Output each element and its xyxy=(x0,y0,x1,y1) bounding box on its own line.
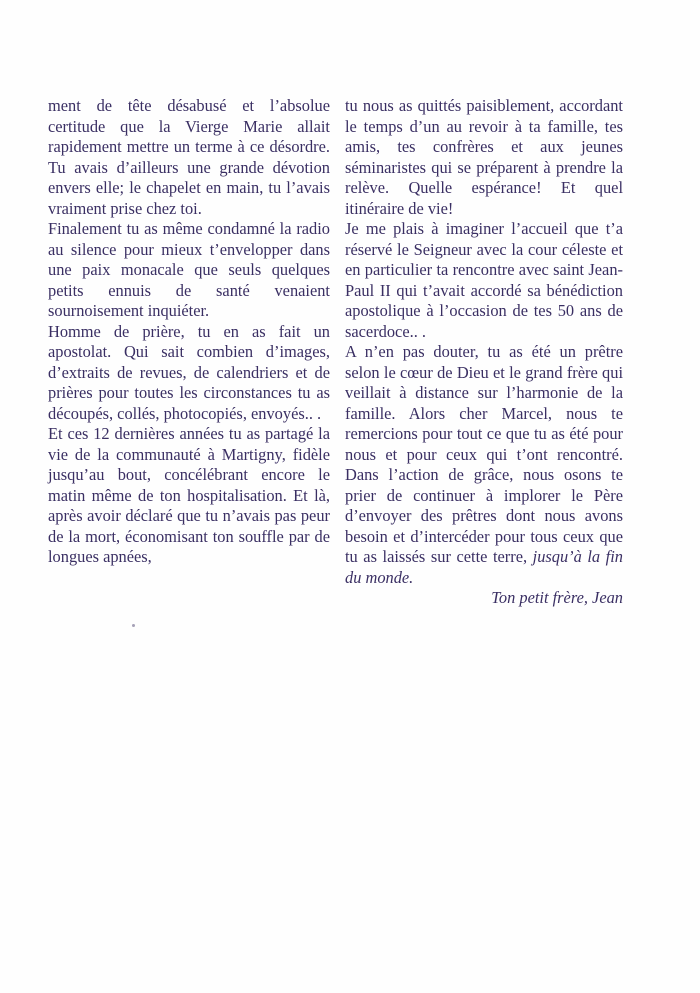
left-paragraph-1: ment de tête désabusé et l’absolue certitude que la Vierge Marie allait rapidement mettre un terme à ce désordre. Tu avais d’ailleurs une grande dévotion envers elle; le chapelet en main, tu l’avais vraiment prise chez toi. xyxy=(48,96,330,218)
left-paragraph-4: Et ces 12 dernières années tu as partagé la vie de la communauté à Martigny, fidèle jusqu’au bout, concélébrant encore le matin même de ton hospitalisation. Et là, après avoir déclaré que tu n’avais pas peur de la mort, économisant ton souffle par de longues apnées, xyxy=(48,424,330,566)
left-column xyxy=(48,96,330,568)
left-paragraph-2: Finalement tu as même condamné la radio au silence pour mieux t’envelopper dans une paix monacale que seuls quelques petits ennuis de santé venaient sournoisement inquiéter. xyxy=(48,219,330,320)
right-paragraph-3-text: A n’en pas douter, tu as été un prêtre selon le cœur de Dieu et le grand frère qui veillait à distance sur l’harmonie de la famille. Alors cher Marcel, nous te remercions pour tout ce que tu as été pour nous et pour ceux qui t’ont rencontré. Dans l’action de grâce, nous osons te prier de continuer à implorer le Père d’envoyer des prêtres dont nous avons besoin et d’intercéder pour tous ceux que tu as laissés sur cette terre, xyxy=(345,342,623,566)
right-paragraph-2: Je me plais à imaginer l’accueil que t’a réservé le Seigneur avec la cour céleste et en particulier ta rencontre avec saint Jean-Paul II qui t’avait accordé sa bénédiction apostolique à l’occasion de tes 50 ans de sacerdoce.. . xyxy=(345,219,623,341)
left-paragraph-3: Homme de prière, tu en as fait un apostolat. Qui sait combien d’images, d’extraits de revues, de calendriers et de prières pour toutes les circonstances tu as découpés, collés, photocopiés, envoyés.. . xyxy=(48,321,330,423)
paper-speck xyxy=(132,624,135,627)
right-paragraph-1: tu nous as quittés paisiblement, accordant le temps d’un au revoir à ta famille, tes amis, tes confrères et aux jeunes séminaristes qui se préparent à prendre la relève. Quelle espérance! Et quel itinéraire de vie! xyxy=(345,96,623,218)
right-paragraph-3-italic: jusqu’à la fin du monde. xyxy=(345,547,623,587)
right-column xyxy=(345,96,623,609)
signature: Ton petit frère, Jean xyxy=(491,588,623,607)
right-paragraph-3 xyxy=(345,342,623,588)
